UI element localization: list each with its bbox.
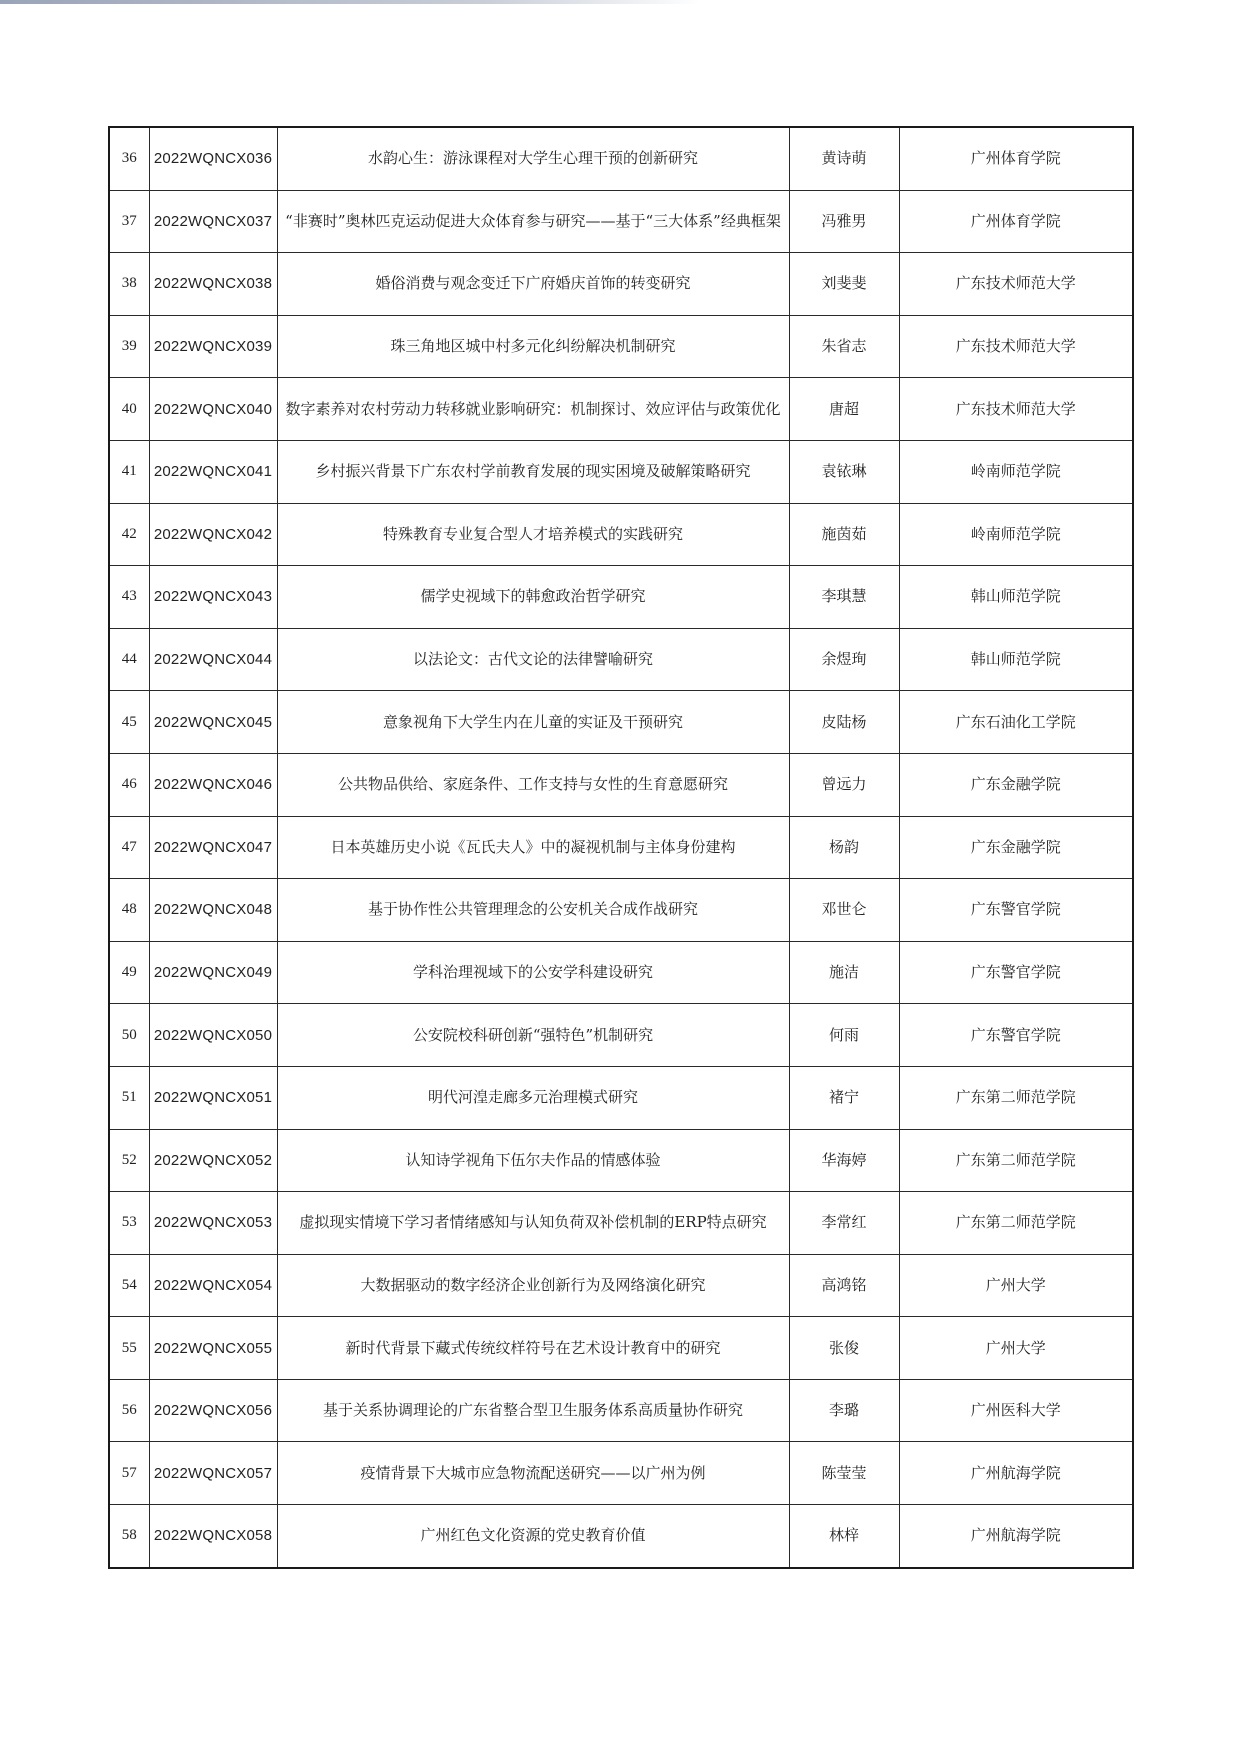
- row-number-cell: 57: [109, 1442, 149, 1505]
- leader-name-cell: 皮陆杨: [789, 691, 899, 754]
- project-code-cell: 2022WQNCX047: [149, 816, 277, 879]
- row-number-cell: 48: [109, 879, 149, 942]
- project-code-cell: 2022WQNCX038: [149, 253, 277, 316]
- project-code-cell: 2022WQNCX036: [149, 127, 277, 190]
- project-code-cell: 2022WQNCX058: [149, 1505, 277, 1568]
- leader-name-cell: 余煜珣: [789, 628, 899, 691]
- leader-name-cell: 高鸿铭: [789, 1254, 899, 1317]
- leader-name-cell: 朱省志: [789, 315, 899, 378]
- project-title-cell: 数字素养对农村劳动力转移就业影响研究：机制探讨、效应评估与政策优化: [277, 378, 789, 441]
- table-row: [109, 879, 1133, 942]
- project-code-cell: 2022WQNCX050: [149, 1004, 277, 1067]
- project-code-cell: 2022WQNCX057: [149, 1442, 277, 1505]
- project-code-cell: 2022WQNCX045: [149, 691, 277, 754]
- project-title-cell: 意象视角下大学生内在儿童的实证及干预研究: [277, 691, 789, 754]
- table-row: [109, 1066, 1133, 1129]
- row-number-cell: 54: [109, 1254, 149, 1317]
- row-number-cell: 45: [109, 691, 149, 754]
- leader-name-cell: 褚宁: [789, 1066, 899, 1129]
- project-code-cell: 2022WQNCX052: [149, 1129, 277, 1192]
- project-title-cell: 水韵心生：游泳课程对大学生心理干预的创新研究: [277, 127, 789, 190]
- table-row: [109, 127, 1133, 190]
- institution-cell: 广东第二师范学院: [899, 1129, 1133, 1192]
- table-row: [109, 253, 1133, 316]
- project-title-cell: 疫情背景下大城市应急物流配送研究——以广州为例: [277, 1442, 789, 1505]
- institution-cell: 广州体育学院: [899, 190, 1133, 253]
- table-row: [109, 691, 1133, 754]
- row-number-cell: 43: [109, 566, 149, 629]
- row-number-cell: 50: [109, 1004, 149, 1067]
- project-code-cell: 2022WQNCX053: [149, 1192, 277, 1255]
- table-row: [109, 190, 1133, 253]
- institution-cell: 广东第二师范学院: [899, 1192, 1133, 1255]
- table-row: [109, 1317, 1133, 1380]
- project-title-cell: 广州红色文化资源的党史教育价值: [277, 1505, 789, 1568]
- leader-name-cell: 张俊: [789, 1317, 899, 1380]
- institution-cell: 广东金融学院: [899, 753, 1133, 816]
- project-title-cell: 儒学史视域下的韩愈政治哲学研究: [277, 566, 789, 629]
- institution-cell: 广州医科大学: [899, 1379, 1133, 1442]
- project-title-cell: 以法论文：古代文论的法律譬喻研究: [277, 628, 789, 691]
- row-number-cell: 36: [109, 127, 149, 190]
- project-code-cell: 2022WQNCX046: [149, 753, 277, 816]
- row-number-cell: 41: [109, 440, 149, 503]
- leader-name-cell: 袁铱琳: [789, 440, 899, 503]
- project-code-cell: 2022WQNCX044: [149, 628, 277, 691]
- project-title-cell: “非赛时”奥林匹克运动促进大众体育参与研究——基于“三大体系”经典框架: [277, 190, 789, 253]
- leader-name-cell: 施茵茹: [789, 503, 899, 566]
- table-row: [109, 1004, 1133, 1067]
- leader-name-cell: 邓世仑: [789, 879, 899, 942]
- leader-name-cell: 李璐: [789, 1379, 899, 1442]
- row-number-cell: 55: [109, 1317, 149, 1380]
- table-row: [109, 1254, 1133, 1317]
- institution-cell: 广州大学: [899, 1317, 1133, 1380]
- institution-cell: 广州体育学院: [899, 127, 1133, 190]
- project-code-cell: 2022WQNCX049: [149, 941, 277, 1004]
- scan-top-edge: [0, 0, 700, 4]
- project-code-cell: 2022WQNCX039: [149, 315, 277, 378]
- institution-cell: 韩山师范学院: [899, 628, 1133, 691]
- institution-cell: 广州航海学院: [899, 1505, 1133, 1568]
- project-title-cell: 特殊教育专业复合型人才培养模式的实践研究: [277, 503, 789, 566]
- project-code-cell: 2022WQNCX037: [149, 190, 277, 253]
- project-title-cell: 虚拟现实情境下学习者情绪感知与认知负荷双补偿机制的ERP特点研究: [277, 1192, 789, 1255]
- table-row: [109, 378, 1133, 441]
- leader-name-cell: 刘斐斐: [789, 253, 899, 316]
- project-code-cell: 2022WQNCX051: [149, 1066, 277, 1129]
- project-title-cell: 学科治理视域下的公安学科建设研究: [277, 941, 789, 1004]
- row-number-cell: 58: [109, 1505, 149, 1568]
- row-number-cell: 39: [109, 315, 149, 378]
- project-code-cell: 2022WQNCX054: [149, 1254, 277, 1317]
- row-number-cell: 38: [109, 253, 149, 316]
- row-number-cell: 44: [109, 628, 149, 691]
- project-code-cell: 2022WQNCX041: [149, 440, 277, 503]
- project-title-cell: 明代河湟走廊多元治理模式研究: [277, 1066, 789, 1129]
- row-number-cell: 56: [109, 1379, 149, 1442]
- table-row: [109, 816, 1133, 879]
- row-number-cell: 40: [109, 378, 149, 441]
- project-title-cell: 公安院校科研创新“强特色”机制研究: [277, 1004, 789, 1067]
- leader-name-cell: 林梓: [789, 1505, 899, 1568]
- leader-name-cell: 陈莹莹: [789, 1442, 899, 1505]
- project-title-cell: 日本英雄历史小说《瓦氏夫人》中的凝视机制与主体身份建构: [277, 816, 789, 879]
- institution-cell: 岭南师范学院: [899, 503, 1133, 566]
- leader-name-cell: 黄诗萌: [789, 127, 899, 190]
- row-number-cell: 42: [109, 503, 149, 566]
- leader-name-cell: 李常红: [789, 1192, 899, 1255]
- project-title-cell: 珠三角地区城中村多元化纠纷解决机制研究: [277, 315, 789, 378]
- table-row: [109, 1505, 1133, 1568]
- project-title-cell: 新时代背景下藏式传统纹样符号在艺术设计教育中的研究: [277, 1317, 789, 1380]
- project-title-cell: 公共物品供给、家庭条件、工作支持与女性的生育意愿研究: [277, 753, 789, 816]
- institution-cell: 广东金融学院: [899, 816, 1133, 879]
- leader-name-cell: 施洁: [789, 941, 899, 1004]
- institution-cell: 广东警官学院: [899, 941, 1133, 1004]
- table-row: [109, 503, 1133, 566]
- table-row: [109, 941, 1133, 1004]
- leader-name-cell: 唐超: [789, 378, 899, 441]
- table-body: [109, 127, 1133, 1568]
- row-number-cell: 52: [109, 1129, 149, 1192]
- institution-cell: 广东第二师范学院: [899, 1066, 1133, 1129]
- table-row: [109, 1442, 1133, 1505]
- table-row: [109, 1379, 1133, 1442]
- institution-cell: 广东石油化工学院: [899, 691, 1133, 754]
- table-row: [109, 1129, 1133, 1192]
- project-code-cell: 2022WQNCX040: [149, 378, 277, 441]
- institution-cell: 韩山师范学院: [899, 566, 1133, 629]
- table-row: [109, 628, 1133, 691]
- table-row: [109, 753, 1133, 816]
- project-title-cell: 基于协作性公共管理理念的公安机关合成作战研究: [277, 879, 789, 942]
- institution-cell: 广东警官学院: [899, 1004, 1133, 1067]
- row-number-cell: 49: [109, 941, 149, 1004]
- leader-name-cell: 冯雅男: [789, 190, 899, 253]
- institution-cell: 广东警官学院: [899, 879, 1133, 942]
- table-row: [109, 1192, 1133, 1255]
- project-code-cell: 2022WQNCX055: [149, 1317, 277, 1380]
- institution-cell: 岭南师范学院: [899, 440, 1133, 503]
- table-row: [109, 315, 1133, 378]
- row-number-cell: 51: [109, 1066, 149, 1129]
- institution-cell: 广州航海学院: [899, 1442, 1133, 1505]
- leader-name-cell: 何雨: [789, 1004, 899, 1067]
- leader-name-cell: 李琪慧: [789, 566, 899, 629]
- institution-cell: 广州大学: [899, 1254, 1133, 1317]
- institution-cell: 广东技术师范大学: [899, 378, 1133, 441]
- row-number-cell: 37: [109, 190, 149, 253]
- project-code-cell: 2022WQNCX042: [149, 503, 277, 566]
- project-code-cell: 2022WQNCX043: [149, 566, 277, 629]
- table-row: [109, 566, 1133, 629]
- row-number-cell: 47: [109, 816, 149, 879]
- institution-cell: 广东技术师范大学: [899, 253, 1133, 316]
- row-number-cell: 46: [109, 753, 149, 816]
- project-title-cell: 认知诗学视角下伍尔夫作品的情感体验: [277, 1129, 789, 1192]
- leader-name-cell: 杨韵: [789, 816, 899, 879]
- row-number-cell: 53: [109, 1192, 149, 1255]
- project-title-cell: 乡村振兴背景下广东农村学前教育发展的现实困境及破解策略研究: [277, 440, 789, 503]
- table-row: [109, 440, 1133, 503]
- leader-name-cell: 华海婷: [789, 1129, 899, 1192]
- institution-cell: 广东技术师范大学: [899, 315, 1133, 378]
- project-code-cell: 2022WQNCX056: [149, 1379, 277, 1442]
- project-code-cell: 2022WQNCX048: [149, 879, 277, 942]
- leader-name-cell: 曾远力: [789, 753, 899, 816]
- project-title-cell: 婚俗消费与观念变迁下广府婚庆首饰的转变研究: [277, 253, 789, 316]
- project-list-table: [108, 126, 1134, 1569]
- project-title-cell: 基于关系协调理论的广东省整合型卫生服务体系高质量协作研究: [277, 1379, 789, 1442]
- project-title-cell: 大数据驱动的数字经济企业创新行为及网络演化研究: [277, 1254, 789, 1317]
